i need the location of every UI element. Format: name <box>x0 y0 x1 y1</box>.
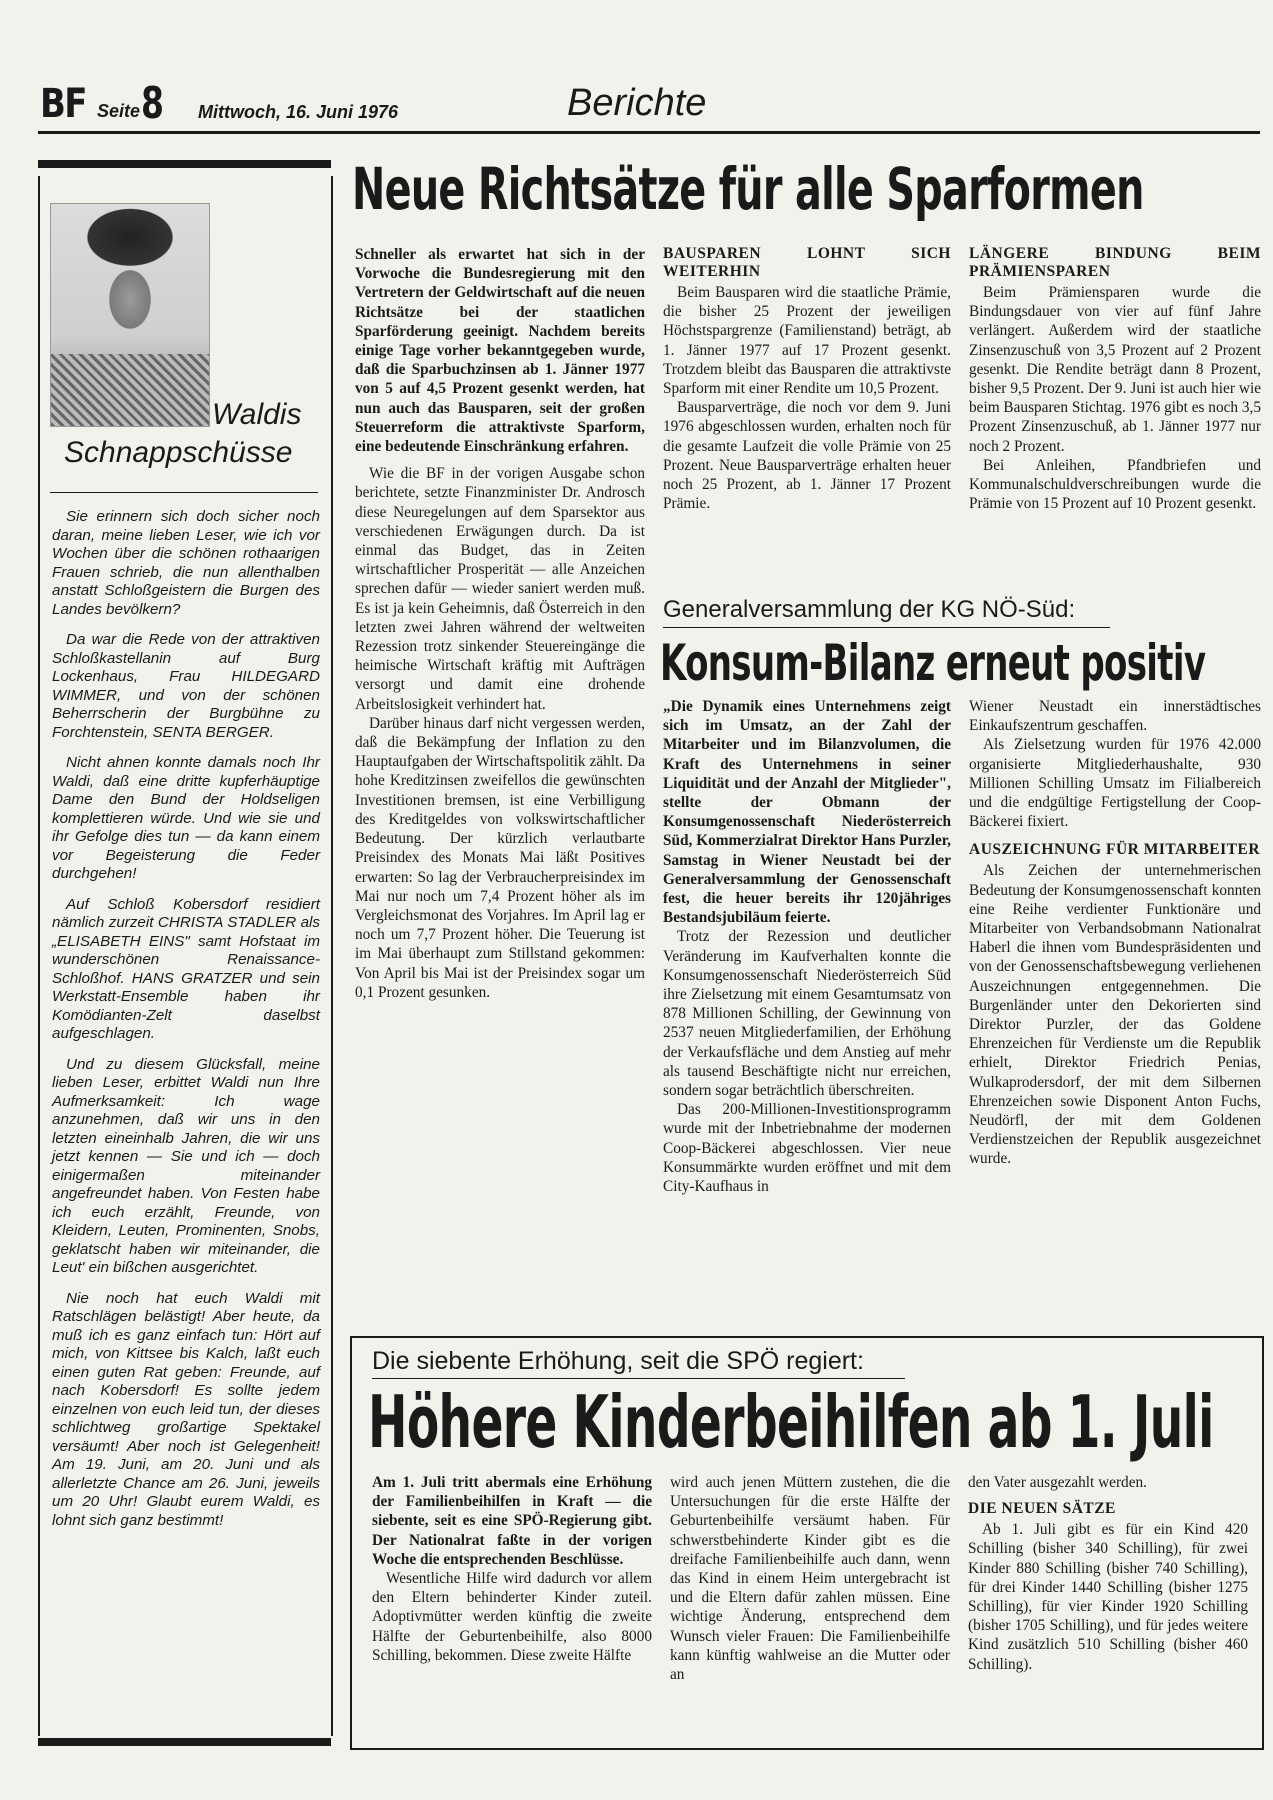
sidebar-body <box>52 508 320 1542</box>
article3-headline: Höhere Kinderbeihilfen ab 1. Juli <box>368 1380 1214 1464</box>
article3-kicker: Die siebente Erhöhung, seit die SPÖ regiert: <box>372 1347 864 1375</box>
sidebar-paragraph: Und zu diesem Glücksfall, meine lieben Leser, erbittet Waldi nun Ihre Aufmerksamkeit: Ich wage anzunehmen, daß wir uns in den letzten eineinhalb Jahren, die wir uns jetzt kennen — Sie und ich — doch einigermaßen miteinander angefreundet haben. Von Festen habe ich euch erzählt, Freunde, von Kleidern, Leuten, Prominenten, Snobs, geklatscht haben wir miteinander, die Leut' ein bißchen ausgerichtet. <box>52 1055 320 1276</box>
article2-kicker: Generalversammlung der KG NÖ-Süd: <box>663 596 1076 623</box>
issue-date: Mittwoch, 16. Juni 1976 <box>198 102 399 122</box>
article2-paragraph: Als Zielsetzung wurden für 1976 42.000 organisierte Mitgliederhaushalte, 930 Millionen Schilling Umsatz im Filialbereich und die endgültige Fertigstellung der Coop-Bäckerei fixiert. <box>969 736 1261 831</box>
article3-paragraph: den Vater ausgezahlt werden. <box>968 1474 1147 1491</box>
article1-subhead-praemiensparen: LÄNGERE BINDUNG BEIM PRÄMIENSPAREN <box>969 245 1261 280</box>
article1-paragraph: Darüber hinaus darf nicht vergessen werden, daß die Bekämpfung der Inflation zu den Hauptaufgaben der Wirtschaftspolitik zählt. Da hohe Kreditzinsen zweifellos die gewünschten Investitionen bremsen, ist eine Verbilligung des Kreditgeldes von volkswirtschaftlicher Bedeutung. Der kürzlich verlautbarte Preisindex des Monats Mai läßt Positives erwarten: So lag der Verbraucherpreisindex im Mai nur noch um 7,4 Prozent höher als im Vergleichsmonat des Vorjahres. Im April lag er noch um 7,7 Prozent höher. Die Teuerung ist im Mai überhaupt zum Stillstand gekommen: Von April bis Mai ist der Preisindex sogar um 0,1 Prozent gesunken. <box>355 714 645 1001</box>
article1-paragraph: Beim Bausparen wird die staatliche Prämie, die bisher 25 Prozent der jeweiligen Höchstspargrenze (Familienstand) beträgt, ab 1. Jänner 1977 auf 17 Prozent gesenkt. Trotzdem bleibt das Bausparen die attraktivste Sparform mit einer Rendite um 10,5 Prozent. <box>663 284 951 398</box>
author-photo <box>50 203 210 427</box>
masthead-rule <box>38 131 1260 134</box>
page-number: 8 <box>141 78 164 129</box>
article1-col3 <box>969 245 1261 513</box>
sidebar-paragraph: Sie erinnern sich doch sicher noch daran, meine lieben Leser, wie ich vor Wochen über die schönen rothaarigen Frauen schrieb, die nun allenthalben anstatt Schloßgeistern die Burgen des Landes bevölkern? <box>52 508 320 618</box>
article1-subhead-bausparen: BAUSPAREN LOHNT SICH WEITERHIN <box>663 245 951 280</box>
sidebar-title-line2: Schnappschüsse <box>64 436 293 469</box>
article1-paragraph: Wie die BF in der vorigen Ausgabe schon berichtete, setzte Finanzminister Dr. Androsch diese Neuregelungen auf dem Sparsektor aus verschiedenen Erwägungen durch. Da ist einmal das Budget, das in Zeiten wirtschaftlicher Prosperität — alle Anzeichen sprechen dafür — wieder saniert werden muß. Es ist ja kein Geheimnis, daß Österreich in den letzten zwei Jahren während der weltweiten Rezession trotz sinkender Steuereingänge die heimische Wirtschaft kräftig mit Aufträgen versorgt und damit eine drohende Arbeitslosigkeit verhindert hat. <box>355 465 645 713</box>
article1-col1 <box>355 245 645 1002</box>
article3-kicker-rule <box>372 1378 905 1379</box>
sidebar-paragraph: Auf Schloß Kobersdorf residiert nämlich zurzeit CHRISTA STADLER als „ELISABETH EINS" samt Hofstaat im wunderschönen Renaissance-Schloßhof. HANS GRATZER und sein Werkstatt-Ensemble haben ihr Komödianten-Zelt daselbst aufgeschlagen. <box>52 895 320 1042</box>
article3-col3 <box>968 1473 1248 1674</box>
masthead-logo: BF <box>40 81 86 127</box>
sidebar-title-rule <box>50 492 318 493</box>
sidebar-paragraph: Da war die Rede von der attraktiven Schloßkastellanin auf Burg Lockenhaus, Frau HILDEGARD WIMMER, und von der schönen Beherrscherin der Burgbühne zu Forchtenstein, SENTA BERGER. <box>52 631 320 741</box>
article2-paragraph: Das 200-Millionen-Investitionsprogramm wurde mit der Inbetriebnahme der modernen Coop-Bäckerei abgeschlossen. Vier neue Konsummärkte wurden eröffnet und mit dem City-Kaufhaus in <box>663 1101 951 1196</box>
article2-col2 <box>969 697 1261 1169</box>
article3-paragraph: wird auch jenen Müttern zustehen, die die Untersuchungen für die erste Hälfte der Geburtenbeihilfe versäumt haben. Für schwerstbehinderte Kinder gibt es die dreifache Familienbeihilfe auch dann, wenn das Kind in einem Heim untergebracht ist und die Eltern dafür zahlen müssen. Eine wichtige Änderung, entsprechend dem Wunsch vieler Frauen: Die Familienbeihilfe kann künftig wahlweise an die Mutter oder an <box>670 1474 950 1684</box>
article3-lead: Am 1. Juli tritt abermals eine Erhöhung der Familienbeihilfen in Kraft — die siebente, seit es eine SPÖ-Regierung gibt. Der Nationalrat faßte in der vorigen Woche die entsprechenden Beschlüsse. <box>372 1474 652 1568</box>
article1-col2 <box>663 245 951 513</box>
article1-lead: Schneller als erwartet hat sich in der Vorwoche die Bundesregierung mit den Vertretern der Geldwirtschaft auf die neuen Richtsätze bei der staatlichen Sparförderung geeinigt. Nachdem bereits einige Tage vorher bekanntgegeben wurde, daß die Sparbuchzinsen ab 1. Jänner 1977 von 5 auf 4,5 Prozent gesenkt werden, hat nun auch das Bausparen, seit der großen Steuerreform die attraktivste Sparform, eine bedeutende Einschränkung erfahren. <box>355 246 645 456</box>
sidebar-paragraph: Nicht ahnen konnte damals noch Ihr Waldi, daß eine dritte kupferhäuptige Dame den Bund der Holdseligen komplettieren würde. Und wie sie und ihr Gefolge dies tun — da kann einem vor Begeisterung die Feder durchgehen! <box>52 754 320 882</box>
sidebar-title-line1: Waldis <box>212 398 302 431</box>
article2-paragraph: Trotz der Rezession und deutlicher Veränderung im Kaufverhalten konnte die Konsumgenossenschaft Niederösterreich Süd ihre Zielsetzung mit einem Gesamtumsatz von 878 Millionen Schilling, der Gewinnung von 2537 neuen Mitgliederfamilien, der Erhöhung der Verkaufsfläche und dem Anstieg auf mehr als tausend Beschäftigte nicht nur erreichen, sondern sogar beträchtlich überschreiten. <box>663 928 951 1100</box>
article2-paragraph: Wiener Neustadt ein innerstädtisches Einkaufszentrum geschaffen. <box>969 698 1261 735</box>
article2-paragraph: Als Zeichen der unternehmerischen Bedeutung der Konsumgenossenschaft konnten eine Reihe verdienter Funktionäre und Mitarbeiter von Verbandsobmann Nationalrat Haberl die ihnen vom Bundespräsidenten und von der Genossenschaftsbewegung verliehenen Auszeichnungen entgegennehmen. Die Burgenländer unter den Dekorierten sind Direktor Purzler, der das Goldene Ehrenzeichen für Verdienste um die Republik erhielt, Direktor Friedrich Penias, Wulkaprodersdorf, der mit dem Silbernen Ehrenzeichen sowie Disponent Anton Fuchs, Neudörfl, der mit dem Goldenen Verdienstzeichen der Republik ausgezeichnet wurde. <box>969 862 1261 1168</box>
article2-subhead-auszeichnung: AUSZEICHNUNG FÜR MITARBEITER <box>969 841 1261 859</box>
article2-col1 <box>663 697 951 1196</box>
article2-headline: Konsum-Bilanz erneut positiv <box>660 634 1206 692</box>
article2-kicker-rule <box>663 627 1110 628</box>
article3-paragraph: Wesentliche Hilfe wird dadurch vor allem den Eltern behinderter Kinder zuteil. Adoptivmütter werden künftig die zweite Hälfte der Geburtenbeihilfe, also 8000 Schilling, bekommen. Diese zweite Hälfte <box>372 1570 652 1664</box>
photo-shirt <box>51 354 209 426</box>
article1-paragraph: Beim Prämiensparen wurde die Bindungsdauer von vier auf fünf Jahre verlängert. Außerdem wird der staatliche Zinsenzuschuß von 3,5 Prozent auf 2 Prozent gesenkt. Die Rendite beträgt dann 8 Prozent, bisher 9,5 Prozent. Der 9. Juni ist auch hier wie beim Bausparen Stichtag. 1976 gibt es noch 3,5 Prozent Zinsenzuschuß, ab 1. Jänner 1977 nur noch 2 Prozent. <box>969 284 1261 455</box>
section-title: Berichte <box>567 82 707 124</box>
article3-col2 <box>670 1473 950 1684</box>
sidebar-top-rule <box>38 160 331 168</box>
article2-lead: „Die Dynamik eines Unternehmens zeigt sich im Umsatz, an der Zahl der Mitarbeiter und im Bilanzvolumen, die Kraft des Unternehmens in seiner Liquidität und der Anzahl der Mitglieder", stellte der Obmann der Konsumgenossenschaft Niederösterreich Süd, Kommerzialrat Direktor Hans Purzler, Samstag in Wiener Neustadt bei der Generalversammlung der Genossenschaft fest, die heuer bereits ihr 120jähriges Bestandsjubiläum feierte. <box>663 698 951 927</box>
article3-col1 <box>372 1473 652 1665</box>
sidebar-paragraph: Nie noch hat euch Waldi mit Ratschlägen belästigt! Aber heute, da muß ich es ganz einfach tun: Hört auf mich, von Kittsee bis Kalch, laßt euch einen guten Rat geben: Freunde, auf nach Kobersdorf! Es sollte jedem einzelnen von euch leid tun, der dieses schlichtweg großartige Spektakel versäumt! Aber noch ist Gelegenheit! Am 19. Juni, am 20. Juni und als allerletzte Chance am 26. Juni, jeweils um 20 Uhr! Glaubt eurem Waldi, es lohnt sich ganz bestimmt! <box>52 1289 320 1529</box>
page-label: Seite <box>97 101 141 121</box>
article3-subhead-saetze: DIE NEUEN SÄTZE <box>968 1500 1116 1518</box>
article1-paragraph: Bausparverträge, die noch vor dem 9. Juni 1976 abgeschlossen wurden, erhalten noch für die gesamte Laufzeit die volle Prämie von 25 Prozent. Neue Bausparverträge erhalten heuer noch 25 Prozent, ab 1. Jänner 17 Prozent Prämie. <box>663 399 951 513</box>
sidebar-bottom-rule <box>38 1738 331 1746</box>
article1-headline: Neue Richtsätze für alle Sparformen <box>352 155 1144 223</box>
article1-paragraph: Bei Anleihen, Pfandbriefen und Kommunalschuldverschreibungen wurde die Prämie von 15 Prozent auf 10 Prozent gesenkt. <box>969 456 1261 513</box>
article3-paragraph: Ab 1. Juli gibt es für ein Kind 420 Schilling (bisher 340 Schilling), für zwei Kinder 880 Schilling (bisher 740 Schilling), für drei Kinder 1440 Schilling (bisher 1275 Schilling), für vier Kinder 1920 Schilling (bisher 1705 Schilling), und für jedes weitere Kind zusätzlich 510 Schilling (bisher 460 Schilling). <box>968 1521 1248 1673</box>
